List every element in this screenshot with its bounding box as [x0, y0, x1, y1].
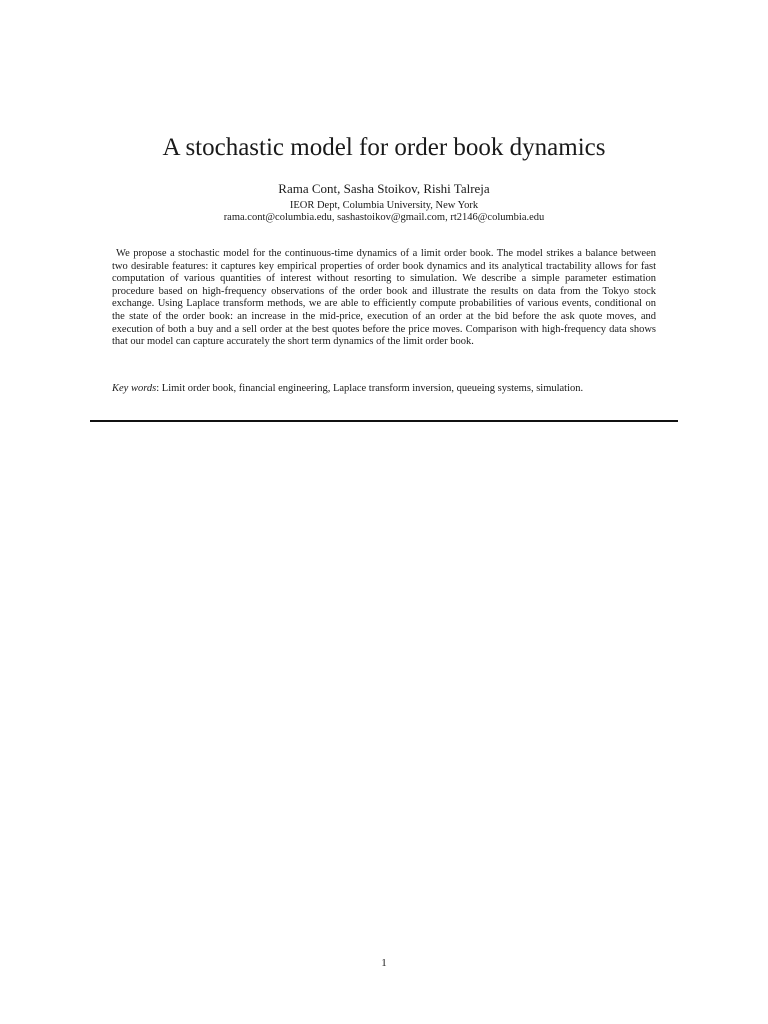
paper-title: A stochastic model for order book dynamics — [162, 134, 606, 161]
horizontal-rule — [90, 420, 678, 422]
author-emails: rama.cont@columbia.edu, sashastoikov@gmail.com, rt2146@columbia.edu — [223, 212, 545, 223]
keywords-text: Limit order book, financial engineering, Laplace transform inversion, queueing systems, simulation. — [161, 383, 584, 394]
author-list: Rama Cont, Sasha Stoikov, Rishi Talreja — [278, 181, 490, 196]
keywords-separator: : — [156, 383, 162, 394]
affiliation: IEOR Dept, Columbia University, New York — [289, 200, 479, 211]
page-number: 1 — [381, 957, 387, 969]
abstract: We propose a stochastic model for the continuous-time dynamics of a limit order book. The model strikes a balance between two desirable features: it captures key empirical properties of order book dynamics and its analytical tractability allows for fast computation of various quantities of interest without resorting to simulation. We describe a simple parameter estimation procedure based on high-frequency observations of the order book and illustrate the results on data from the Tokyo stock exchange. Using Laplace transform methods, we are able to efficiently compute probabilities of various events, conditional on the state of the order book: an increase in the mid-price, execution of an order at the bid before the ask quote moves, and execution of both a buy and a sell order at the best quotes before the price moves. Comparison with high-frequency data shows that our model can capture accurately the short term dynamics of the limit order book. — [112, 248, 656, 348]
keywords-label: Key words — [112, 383, 157, 394]
keywords — [112, 383, 642, 396]
